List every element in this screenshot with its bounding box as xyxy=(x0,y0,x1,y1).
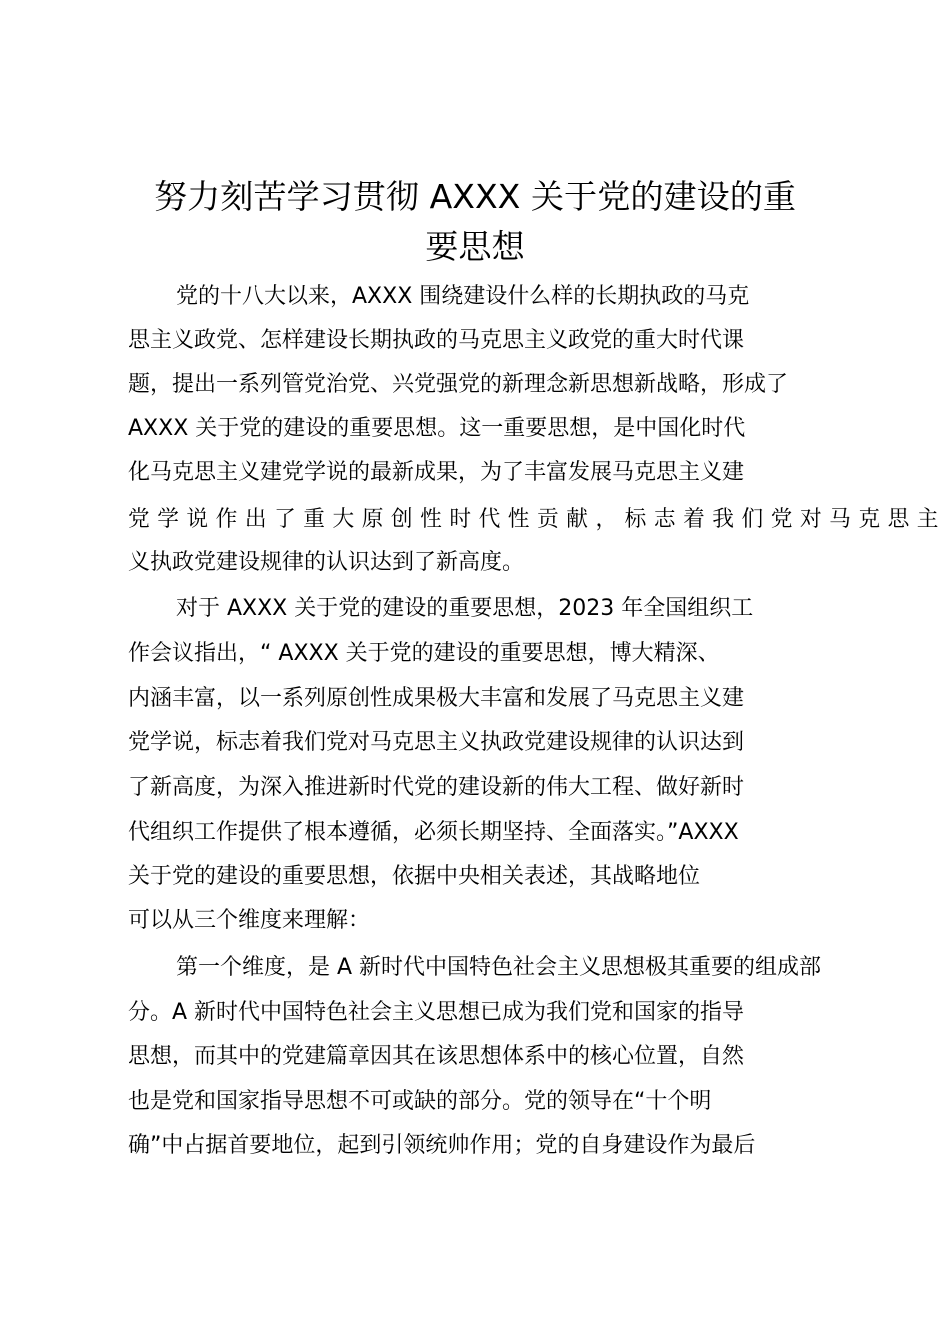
paragraph-line: 思想，而其中的党建篇章因其在该思想体系中的核心位置，自然 xyxy=(128,1044,745,1069)
paragraph-line: 关于党的建设的重要思想，依据中央相关表述，其战略地位 xyxy=(128,864,701,889)
paragraph-line: 内涵丰富，以一系列原创性成果极大丰富和发展了马克思主义建 xyxy=(128,686,745,711)
paragraph-line: 作会议指出，“ AXXX 关于党的建设的重要思想，博大精深、 xyxy=(128,641,720,666)
paragraph-line: 义执政党建设规律的认识达到了新高度。 xyxy=(128,550,525,575)
paragraph-line: 分。A 新时代中国特色社会主义思想已成为我们党和国家的指导 xyxy=(128,1000,745,1025)
paragraph-line: 了新高度，为深入推进新时代党的建设新的伟大工程、做好新时 xyxy=(128,775,745,800)
paragraph-line: 可以从三个维度来理解： xyxy=(128,908,371,933)
paragraph-line: 代组织工作提供了根本遵循，必须长期坚持、全面落实。”AXXX xyxy=(128,820,739,845)
paragraph-line: 党学说，标志着我们党对马克思主义执政党建设规律的认识达到 xyxy=(128,730,745,755)
paragraph-line: 思主义政党、怎样建设长期执政的马克思主义政党的重大时代课 xyxy=(128,328,745,353)
paragraph-line: 题，提出一系列管党治党、兴党强党的新理念新思想新战略，形成了 xyxy=(128,372,789,397)
paragraph-line: 党的十八大以来，AXXX 围绕建设什么样的长期执政的马克 xyxy=(176,284,750,309)
paragraph-line: 第一个维度，是 A 新时代中国特色社会主义思想极其重要的组成部 xyxy=(176,955,822,980)
paragraph-line: 确”中占据首要地位，起到引领统帅作用；党的自身建设作为最后 xyxy=(128,1133,756,1158)
document-title-line-1: 努力刻苦学习贯彻 AXXX 关于党的建设的重 xyxy=(153,177,797,216)
paragraph-line: 也是党和国家指导思想不可或缺的部分。党的领导在“十个明 xyxy=(128,1089,712,1114)
paragraph-line: 党学说作出了重大原创性时代性贡献，标志着我们党对马克思主 xyxy=(128,507,947,532)
document-title-line-2: 要思想 xyxy=(425,227,525,266)
paragraph-line: 化马克思主义建党学说的最新成果，为了丰富发展马克思主义建 xyxy=(128,460,745,485)
paragraph-line: 对于 AXXX 关于党的建设的重要思想，2023 年全国组织工 xyxy=(176,596,754,621)
paragraph-line: AXXX 关于党的建设的重要思想。这一重要思想，是中国化时代 xyxy=(128,416,746,441)
